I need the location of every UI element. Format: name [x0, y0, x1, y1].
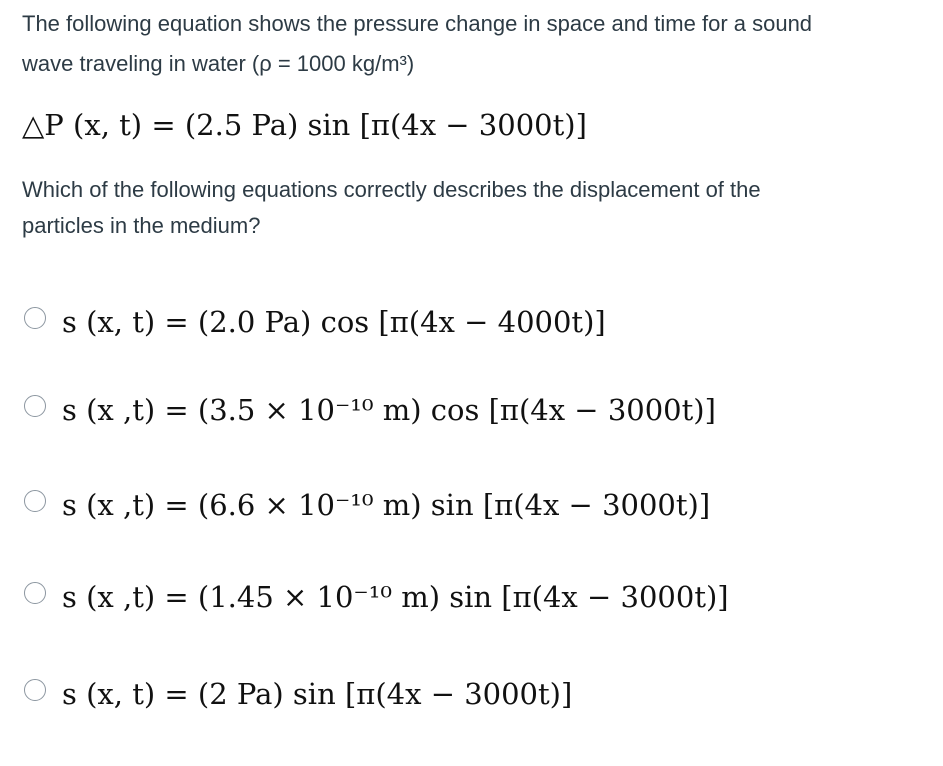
question-text: [22, 172, 922, 244]
radio-button-5[interactable]: [24, 679, 46, 701]
option-equation-3: s (x ,t) = (6.6 × 10⁻¹⁰ m) sin [π(4x − 3000t)]: [62, 488, 711, 522]
intro-line-2: wave traveling in water (ρ = 1000 kg/m³): [22, 51, 415, 76]
question-line-2: particles in the medium?: [22, 213, 261, 238]
radio-button-2[interactable]: [24, 395, 46, 417]
answer-option-5[interactable]: [24, 677, 904, 737]
pressure-equation: △P (x, t) = (2.5 Pa) sin [π(4x − 3000t)]: [22, 108, 587, 142]
question-line-1: Which of the following equations correctly describes the displacement of the: [22, 177, 761, 202]
answer-option-1[interactable]: [24, 305, 904, 365]
option-equation-4: s (x ,t) = (1.45 × 10⁻¹⁰ m) sin [π(4x − 3000t)]: [62, 580, 729, 614]
radio-button-4[interactable]: [24, 582, 46, 604]
intro-line-1: The following equation shows the pressure change in space and time for a sound: [22, 11, 813, 36]
answer-option-2[interactable]: [24, 393, 904, 453]
option-equation-2: s (x ,t) = (3.5 × 10⁻¹⁰ m) cos [π(4x − 3000t)]: [62, 393, 716, 427]
intro-text: [22, 4, 922, 84]
answer-option-3[interactable]: [24, 488, 904, 548]
option-equation-1: s (x, t) = (2.0 Pa) cos [π(4x − 4000t)]: [62, 305, 606, 339]
option-equation-5: s (x, t) = (2 Pa) sin [π(4x − 3000t)]: [62, 677, 573, 711]
radio-button-1[interactable]: [24, 307, 46, 329]
radio-button-3[interactable]: [24, 490, 46, 512]
answer-option-4[interactable]: [24, 580, 904, 640]
